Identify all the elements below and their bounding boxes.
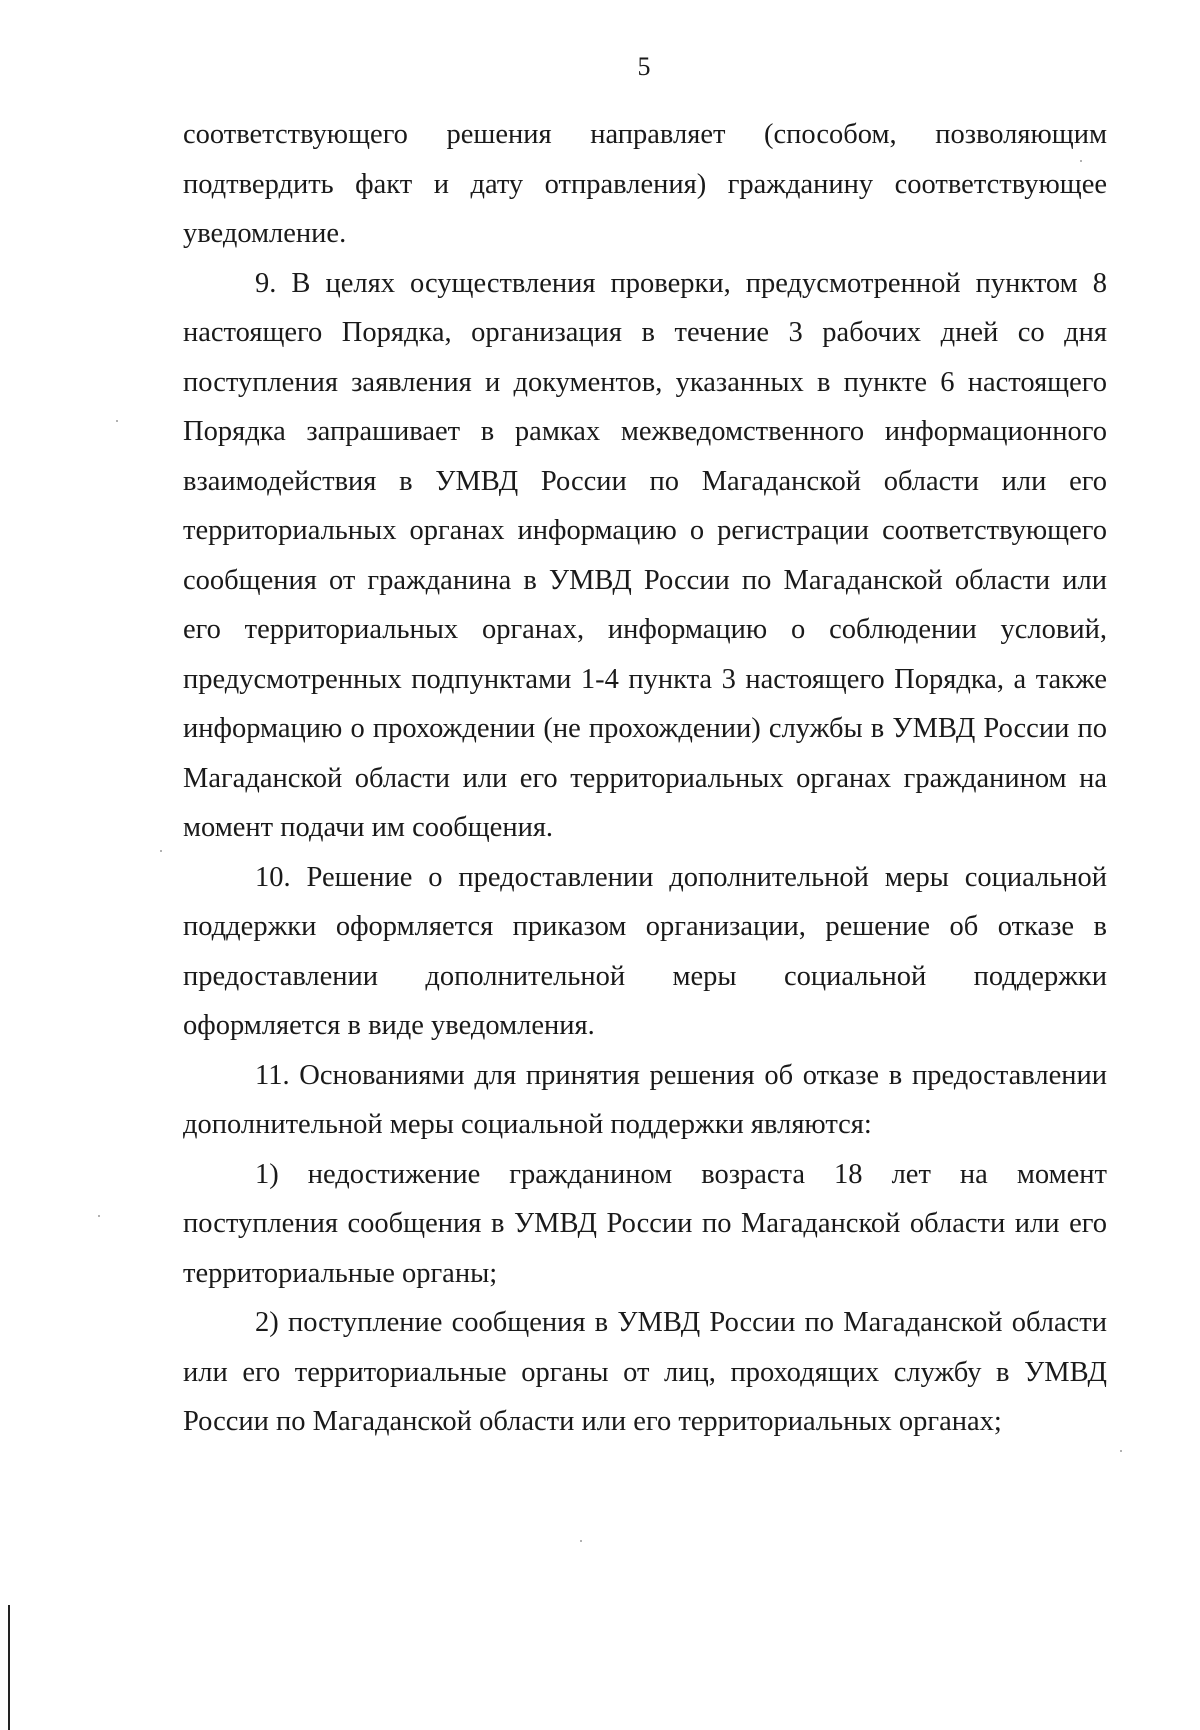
scan-speck — [1080, 160, 1082, 162]
paragraph-continuation: соответствующего решения направляет (способом, позволяющим подтвердить факт и дату отправления) гражданину соответствующее уведомление. — [183, 119, 1107, 249]
scan-edge-mark — [8, 1605, 10, 1730]
paragraph-subitem-1: 1) недостижение гражданином возраста 18 лет на момент поступления сообщения в УМВД России по Магаданской области или его территориальные органы; — [183, 1158, 1107, 1289]
scan-speck — [1120, 1450, 1122, 1452]
scan-speck — [160, 850, 162, 852]
paragraph-subitem-2: 2) поступление сообщения в УМВД России по Магаданской области или его территориальные органы от лиц, проходящих службу в УМВД России по Магаданской области или его территориальных органах; — [183, 1307, 1107, 1437]
page-number: 5 — [637, 52, 651, 81]
paragraph-item-11: 11. Основаниями для принятия решения об отказе в предоставлении дополнительной меры социальной поддержки являются: — [183, 1059, 1107, 1140]
document-body — [183, 110, 1107, 1447]
scan-speck — [116, 420, 118, 422]
scan-speck — [98, 1215, 100, 1217]
paragraph-item-9: 9. В целях осуществления проверки, предусмотренной пунктом 8 настоящего Порядка, организация в течение 3 рабочих дней со дня поступления заявления и документов, указанных в пункте 6 настоящего Порядка запрашивает в рамках межведомственного информационного взаимодействия в УМВД России по Магаданской области или его территориальных органах информацию о регистрации соответствующего сообщения от гражданина в УМВД России по Магаданской области или его территориальных органах, информацию о соблюдении условий, предусмотренных подпунктами 1-4 пункта 3 настоящего Порядка, а также информацию о прохождении (не прохождении) службы в УМВД России по Магаданской области или его территориальных органах гражданином на момент подачи им сообщения. — [183, 267, 1107, 843]
scan-speck — [580, 1540, 582, 1542]
paragraph-item-10: 10. Решение о предоставлении дополнительной меры социальной поддержки оформляется приказом организации, решение об отказе в предоставлении дополнительной меры социальной поддержки оформляется в виде уведомления. — [183, 861, 1107, 1041]
